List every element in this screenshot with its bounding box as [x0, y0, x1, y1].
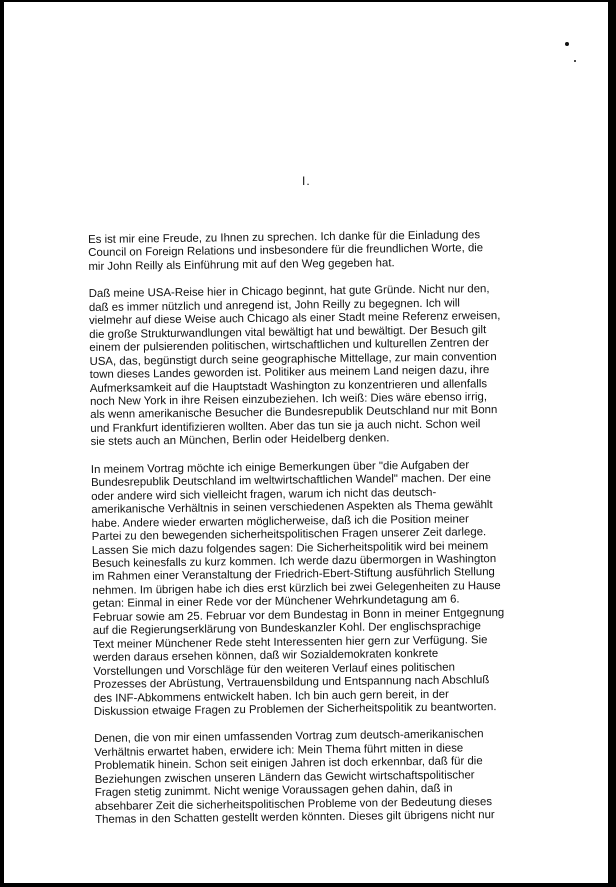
text-line: Beziehungen zwischen unseren Ländern das Gewicht wirtschaftspolitischer	[94, 769, 475, 786]
text-line: habe. Andere wieder erwarten möglicherweise, daß ich die Position meiner	[91, 512, 469, 530]
text-line: Fragen stetig zunimmt. Nicht wenige Voraussagen gehen dahin, daß in	[94, 782, 453, 800]
text-line: Prozesses der Abrüstung, Vertrauensbildung und Entspannung nach Abschluß	[93, 674, 490, 692]
text-line: Bundesrepublik Deutschland im weltwirtschaftlichen Wandel" machen. Der eine	[90, 472, 492, 490]
scan-speck	[574, 60, 576, 62]
text-line: Daß meine USA-Reise hier in Chicago beginnt, hat gute Gründe. Nicht nur den,	[88, 283, 490, 301]
paragraph	[91, 458, 562, 719]
text-line: USA, das, begünstigt durch seine geographische Mittellage, zur main convention	[89, 350, 497, 368]
text-line: noch New York in ihre Reisen einzubeziehen. Ich weiß: Dies wäre ebenso irrig,	[89, 391, 488, 408]
text-line: absehbarer Zeit die sicherheitspolitischen Probleme von der Bedeutung dieses	[94, 795, 493, 813]
text-line: sie stets auch an München, Berlin oder Heidelberg denken.	[90, 432, 390, 449]
text-line: Themas in den Schatten gestellt werden könnten. Dieses gilt übrigens nicht nur	[95, 809, 495, 827]
text-line: einem der pulsierenden politischen, wirtschaftlichen und kulturellen Zentren der	[89, 337, 489, 355]
text-line: Problematik hinein. Schon seit einigen Jahren ist doch erkennbar, daß für die	[94, 755, 483, 773]
paragraph	[88, 228, 556, 274]
section-number: I.	[302, 174, 311, 188]
text-line: nehmen. Im übrigen habe ich dies erst kürzlich bei zwei Gelegenheiten zu Hause	[92, 579, 501, 597]
text-line: Partei zu den bewegenden sicherheitspolitischen Fragen unserer Zeit darlege.	[91, 526, 487, 544]
paragraph	[94, 728, 563, 828]
text-line: In meinem Vortrag möchte ich einige Bemerkungen über "die Aufgaben der	[90, 459, 470, 476]
text-line: werden daraus ersehen können, daß wir Sozialdemokraten konkrete	[93, 647, 439, 665]
text-line: amerikanische Verhältnis in seinen verschiedenen Aspekten als Thema gewählt	[91, 499, 493, 517]
text-line: Februar sowie am 25. Februar vor dem Bundestag in Bonn in meiner Entgegnung	[92, 606, 505, 624]
text-line: im Rahmen einer Veranstaltung der Friedrich-Ebert-Stiftung ausführlich Stellung	[92, 566, 495, 584]
text-line: Council on Foreign Relations und insbesondere für die freundlichen Worte, die	[88, 242, 484, 260]
paragraph	[89, 283, 559, 450]
text-line: getan: Einmal in einer Rede vor der Münchener Wehrkundetagung am 6.	[92, 593, 460, 611]
text-line: Es ist mir eine Freude, zu Ihnen zu sprechen. Ich danke für die Einladung des	[88, 229, 481, 246]
text-line: Denen, die von mir einen umfassenden Vortrag zum deutsch-amerikanischen	[94, 728, 484, 746]
text-line: Diskussion etwaige Fragen zu Problemen der Sicherheitspolitik zu beantworten.	[93, 700, 497, 718]
text-line: Vorstellungen und Vorschläge für den weiteren Verlauf eines politischen	[93, 661, 455, 678]
text-line: Besuch keinesfalls zu kurz kommen. Ich werde dazu übermorgen in Washington	[91, 553, 497, 570]
text-line: oder andere wird sich vielleicht fragen, warum ich nicht das deutsch-	[91, 486, 437, 503]
scan-speck	[565, 42, 569, 46]
text-line: als wenn amerikanische Besucher die Bundesrepublik Deutschland nur mit Bonn	[90, 404, 498, 422]
text-line: Text meiner Münchener Rede steht Interessenten hier gern zur Verfügung. Sie	[92, 633, 488, 651]
text-line: auf die Regierungserklärung von Bundeskanzler Kohl. Der englischsprachige	[92, 620, 482, 638]
document-body	[88, 228, 563, 841]
text-line: Verhältnis erwartet haben, erwidere ich: Mein Thema führt mitten in diese	[94, 742, 464, 759]
text-line: und Frankfurt identifizieren wollten. Aber das tun sie ja auch nicht. Schon weil	[90, 418, 481, 435]
document-page	[4, 2, 608, 883]
text-line: town dieses Landes geworden ist. Politiker aus meinem Land neigen dazu, ihre	[89, 364, 490, 382]
text-line: Lassen Sie mich dazu folgendes sagen: Die Sicherheitspolitik wird bei meinem	[91, 539, 489, 557]
text-line: vielmehr auf diese Weise auch Chicago als einer Stadt meine Referenz erweisen,	[88, 310, 501, 328]
text-line: des INF-Abkommens entwickelt haben. Ich bin auch gern bereit, in der	[93, 688, 449, 705]
text-line: mir John Reilly als Einführung mit auf den Weg gegeben hat.	[88, 257, 395, 273]
text-line: Aufmerksamkeit auf die Hauptstadt Washington zu konzentrieren und allenfalls	[89, 377, 488, 395]
text-line: die große Strukturwandlungen vital bewältigt hat und bewältigt. Der Besuch gilt	[89, 323, 487, 341]
text-line: daß es immer nützlich und anregend ist, John Reilly zu begegnen. Ich will	[88, 297, 460, 314]
